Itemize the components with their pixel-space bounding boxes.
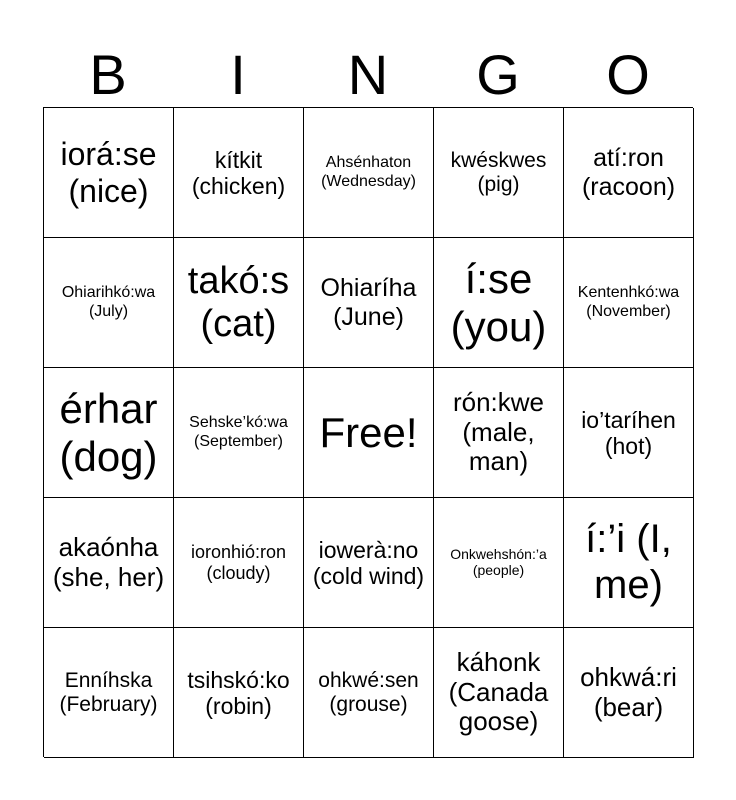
bingo-cell[interactable]: Onkwehshón:’a (people): [434, 498, 564, 628]
bingo-cell[interactable]: Ohiarihkó:wa (July): [44, 238, 174, 368]
bingo-cell[interactable]: Enníhska (February): [44, 628, 174, 758]
bingo-cell[interactable]: ioronhió:ron (cloudy): [174, 498, 304, 628]
bingo-cell[interactable]: io’taríhen (hot): [564, 368, 694, 498]
bingo-cell[interactable]: iowerà:no (cold wind): [304, 498, 434, 628]
bingo-header: [43, 44, 693, 106]
bingo-cell[interactable]: Sehske’kó:wa (September): [174, 368, 304, 498]
header-letter-i: I: [230, 43, 246, 106]
bingo-cell[interactable]: Kentenhkó:wa (November): [564, 238, 694, 368]
bingo-cell[interactable]: atí:ron (racoon): [564, 108, 694, 238]
bingo-cell[interactable]: rón:kwe (male, man): [434, 368, 564, 498]
header-letter-o: O: [606, 43, 650, 106]
bingo-cell[interactable]: kwéskwes (pig): [434, 108, 564, 238]
bingo-cell[interactable]: í:’i (I, me): [564, 498, 694, 628]
bingo-cell[interactable]: takó:s (cat): [174, 238, 304, 368]
bingo-cell[interactable]: iorá:se (nice): [44, 108, 174, 238]
header-letter-g: G: [476, 43, 520, 106]
header-letter-b: B: [89, 43, 127, 106]
bingo-cell[interactable]: í:se (you): [434, 238, 564, 368]
bingo-cell[interactable]: Ohiaríha (June): [304, 238, 434, 368]
bingo-cell[interactable]: érhar (dog): [44, 368, 174, 498]
bingo-cell[interactable]: kítkit (chicken): [174, 108, 304, 238]
bingo-cell[interactable]: káhonk (Canada goose): [434, 628, 564, 758]
header-letter-n: N: [347, 43, 389, 106]
bingo-cell-free[interactable]: Free!: [304, 368, 434, 498]
bingo-cell[interactable]: akaónha (she, her): [44, 498, 174, 628]
bingo-cell[interactable]: ohkwé:sen (grouse): [304, 628, 434, 758]
bingo-cell[interactable]: tsihskó:ko (robin): [174, 628, 304, 758]
bingo-cell[interactable]: ohkwá:ri (bear): [564, 628, 694, 758]
bingo-cell[interactable]: Ahsénhaton (Wednesday): [304, 108, 434, 238]
bingo-grid: [43, 107, 693, 757]
